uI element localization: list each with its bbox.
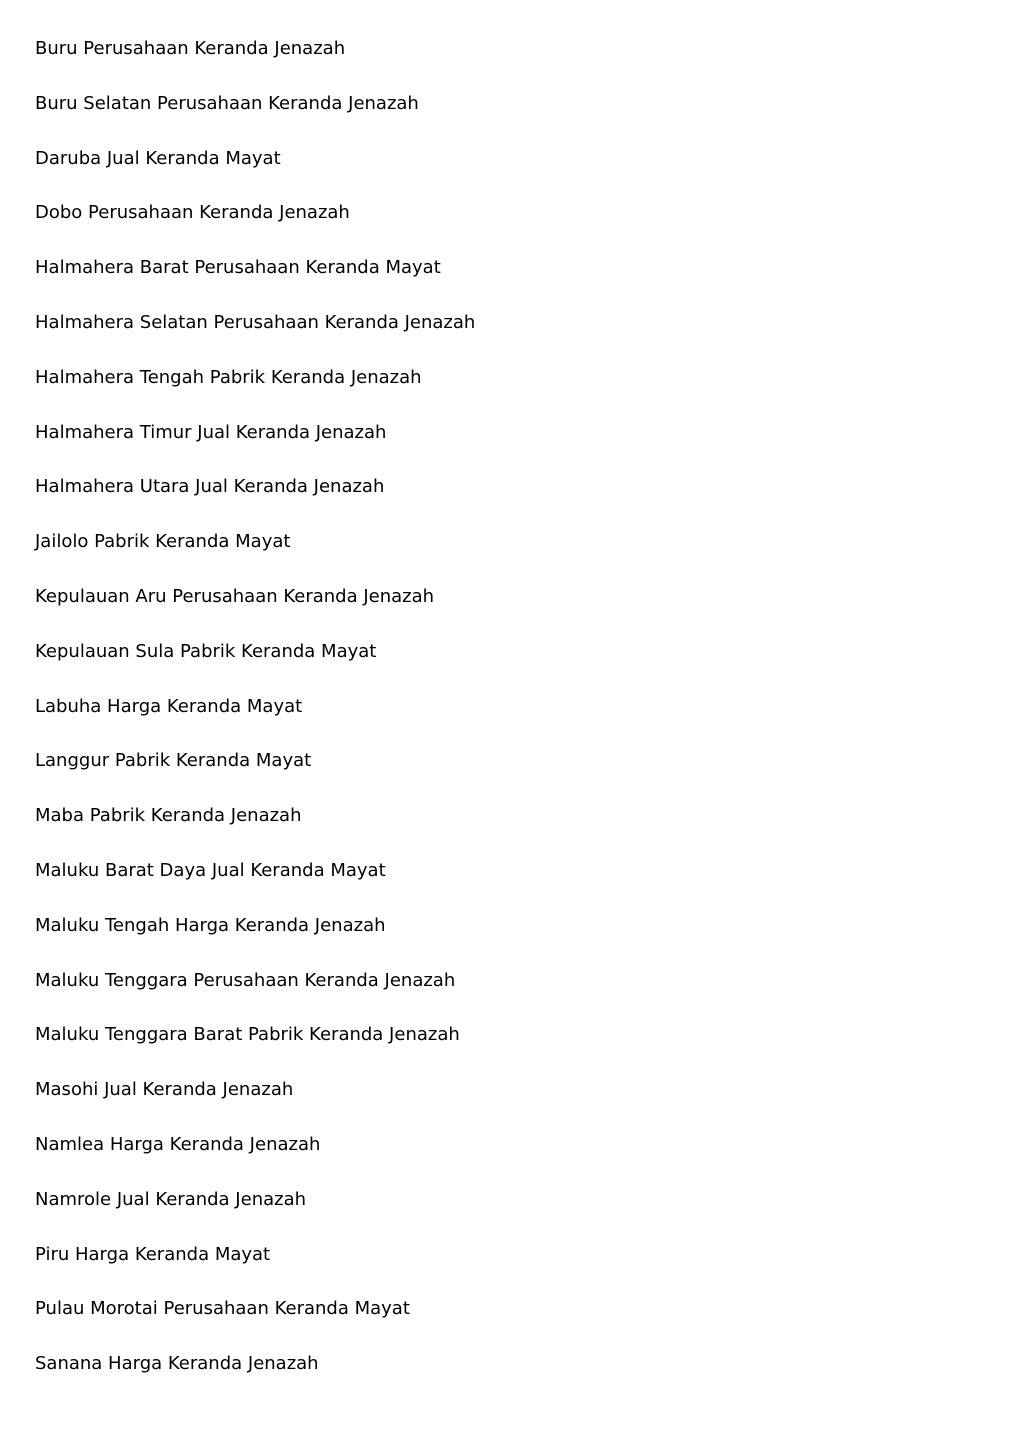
list-item: Dobo Perusahaan Keranda Jenazah (35, 202, 350, 224)
list-item: Daruba Jual Keranda Mayat (35, 147, 281, 169)
list-item: Halmahera Barat Perusahaan Keranda Mayat (35, 257, 441, 279)
list-item: Piru Harga Keranda Mayat (35, 1243, 271, 1265)
list-item: Langgur Pabrik Keranda Mayat (35, 750, 312, 772)
list-item: Kepulauan Aru Perusahaan Keranda Jenazah (35, 585, 435, 607)
list-item: Sanana Harga Keranda Jenazah (35, 1353, 319, 1375)
list-item: Halmahera Timur Jual Keranda Jenazah (35, 421, 387, 443)
list-item: Maluku Barat Daya Jual Keranda Mayat (35, 859, 386, 881)
list-item: Jailolo Pabrik Keranda Mayat (35, 531, 291, 553)
list-item: Pulau Morotai Perusahaan Keranda Mayat (35, 1298, 410, 1320)
list-item: Maluku Tenggara Barat Pabrik Keranda Jenazah (35, 1024, 460, 1046)
list-item: Halmahera Utara Jual Keranda Jenazah (35, 476, 385, 498)
list-item: Halmahera Selatan Perusahaan Keranda Jenazah (35, 311, 476, 333)
list-item: Maba Pabrik Keranda Jenazah (35, 805, 302, 827)
list-item: Buru Selatan Perusahaan Keranda Jenazah (35, 92, 419, 114)
document-text-list (35, 37, 475, 1407)
list-item: Namrole Jual Keranda Jenazah (35, 1188, 307, 1210)
list-item: Labuha Harga Keranda Mayat (35, 695, 303, 717)
list-item: Kepulauan Sula Pabrik Keranda Mayat (35, 640, 377, 662)
list-item: Namlea Harga Keranda Jenazah (35, 1133, 321, 1155)
list-item: Maluku Tengah Harga Keranda Jenazah (35, 914, 386, 936)
list-item: Halmahera Tengah Pabrik Keranda Jenazah (35, 366, 422, 388)
list-item: Buru Perusahaan Keranda Jenazah (35, 38, 346, 59)
list-item: Masohi Jual Keranda Jenazah (35, 1079, 294, 1101)
list-item: Maluku Tenggara Perusahaan Keranda Jenazah (35, 969, 456, 991)
